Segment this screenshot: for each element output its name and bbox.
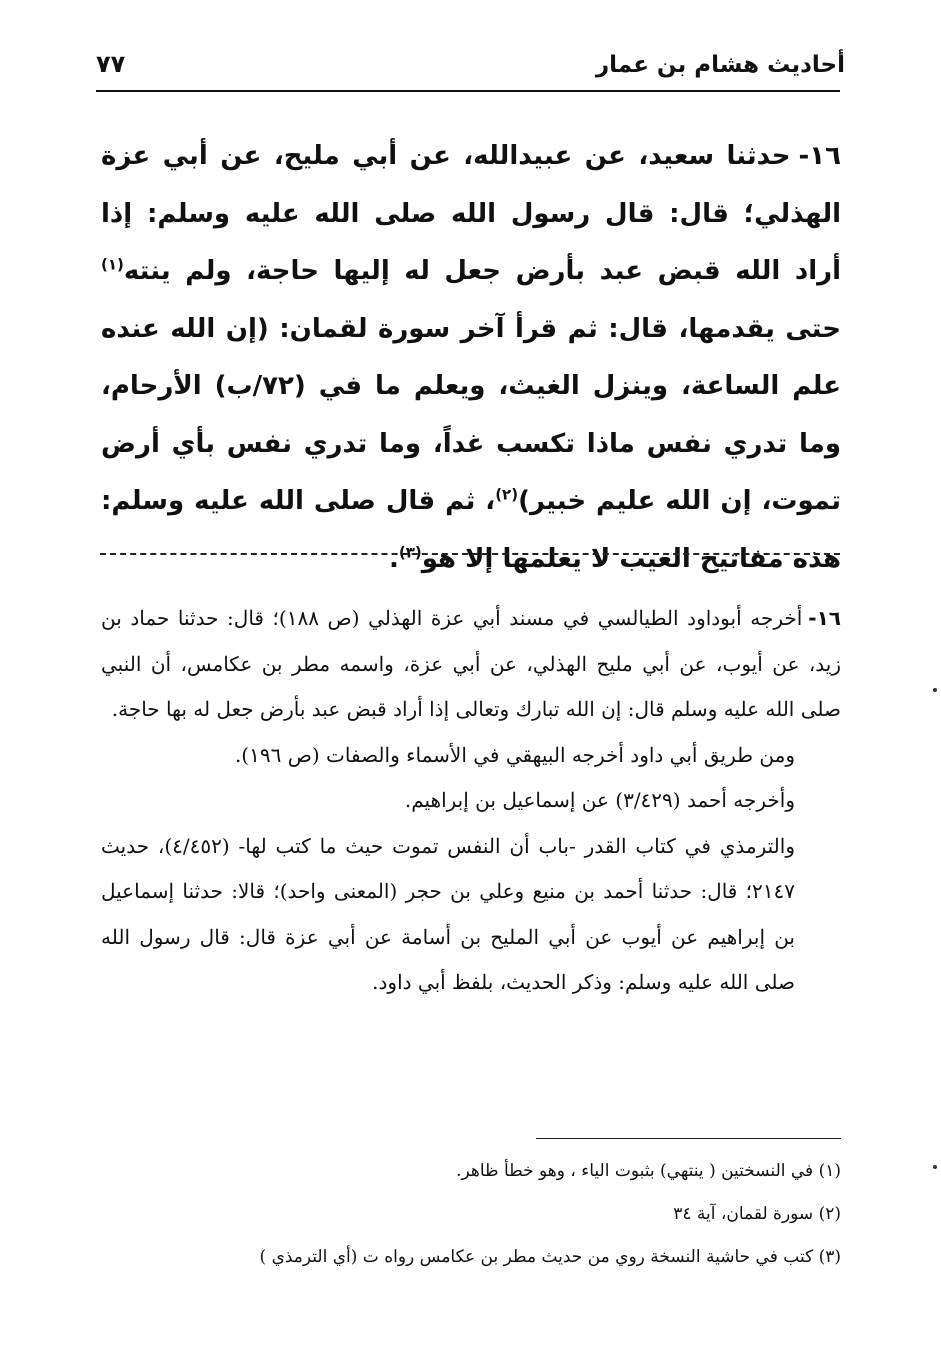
commentary-paragraph-2: ومن طريق أبي داود أخرجه البيهقي في الأسماء والصفات (ص ١٩٦). (234, 742, 795, 767)
hadith-part-1: حدثنا سعيد، عن عبيدالله، عن أبي مليح، عن أبي عزة الهذلي؛ قال: قال رسول الله صلى الله عليه وسلم: إذا أراد الله قبض عبد بأرض جعل له إليها حاجة، ولم ينته (101, 141, 841, 286)
scan-speck (933, 1165, 937, 1169)
scan-speck (933, 688, 937, 692)
hadith-text (101, 128, 841, 588)
hadith-number: ١٦- (798, 141, 841, 171)
commentary-paragraph-1 (101, 596, 841, 733)
footnote-ref-3[interactable]: (٣) (398, 542, 422, 561)
footnote-1: (١) في النسختين ( ينتهي) بثبوت الياء ، وهو خطأ ظاهر. (456, 1161, 841, 1181)
commentary-paragraph-4: والترمذي في كتاب القدر -باب أن النفس تموت حيث ما كتب لها- (٤/٤٥٢)، حديث ٢١٤٧؛ قال: حدثنا أحمد بن منيع وعلي بن حجر (المعنى واحد)؛ قالا: حدثنا إسماعيل بن إبراهيم عن أيوب عن أبي المليح بن أسامة عن أبي عزة قال: قال رسول الله صلى الله عليه وسلم: وذكر الحديث، بلفظ أبي داود. (101, 833, 795, 994)
footnote-3: (٣) كتب في حاشية النسخة روي من حديث مطر بن عكامس رواه ت (أي الترمذي ) (259, 1247, 841, 1267)
hadith-part-4: . (388, 543, 399, 574)
footnote-ref-2[interactable]: (٢) (495, 485, 519, 504)
hadith-part-2: حتى يقدمها، قال: ثم قرأ آخر سورة لقمان: (إن الله عنده علم الساعة، وينزل الغيث، ويعلم ما في (٧٢/ب) الأرحام، وما تدري نفس ماذا تكسب غداً، وما تدري نفس بأي أرض تموت، إن الله عليم خبير) (101, 313, 842, 516)
page-number: ٧٧ (96, 50, 126, 78)
commentary-text-1: أخرجه أبوداود الطيالسي في مسند أبي عزة الهذلي (ص ١٨٨)؛ قال: حدثنا حماد بن زيد، عن أيوب، عن أبي مليح الهذلي، عن أبي عزة، واسمه مطر بن عكامس، أن النبي صلى الله عليه وسلم قال: إن الله تبارك وتعالى إذا أراد قبض عبد بأرض جعل له بها حاجة. (101, 606, 841, 721)
header-rule (96, 90, 840, 92)
commentary-paragraph-3: وأخرجه أحمد (٣/٤٢٩) عن إسماعيل بن إبراهيم. (404, 788, 795, 812)
commentary (101, 596, 841, 1006)
footnote-ref-1[interactable]: (١) (101, 255, 124, 274)
footnote-2: (٢) سورة لقمان، آية ٣٤ (673, 1204, 841, 1224)
footnote-rule (536, 1138, 841, 1139)
commentary-number: ١٦- (808, 606, 842, 630)
hadith-part-3: ، ثم قال صلى الله عليه وسلم: هذه مفاتيح الغيب لا يعلمها إلا هو (101, 486, 841, 574)
footnotes (101, 1150, 841, 1279)
dashed-separator (100, 553, 840, 555)
running-title: أحاديث هشام بن عمار (595, 52, 845, 78)
